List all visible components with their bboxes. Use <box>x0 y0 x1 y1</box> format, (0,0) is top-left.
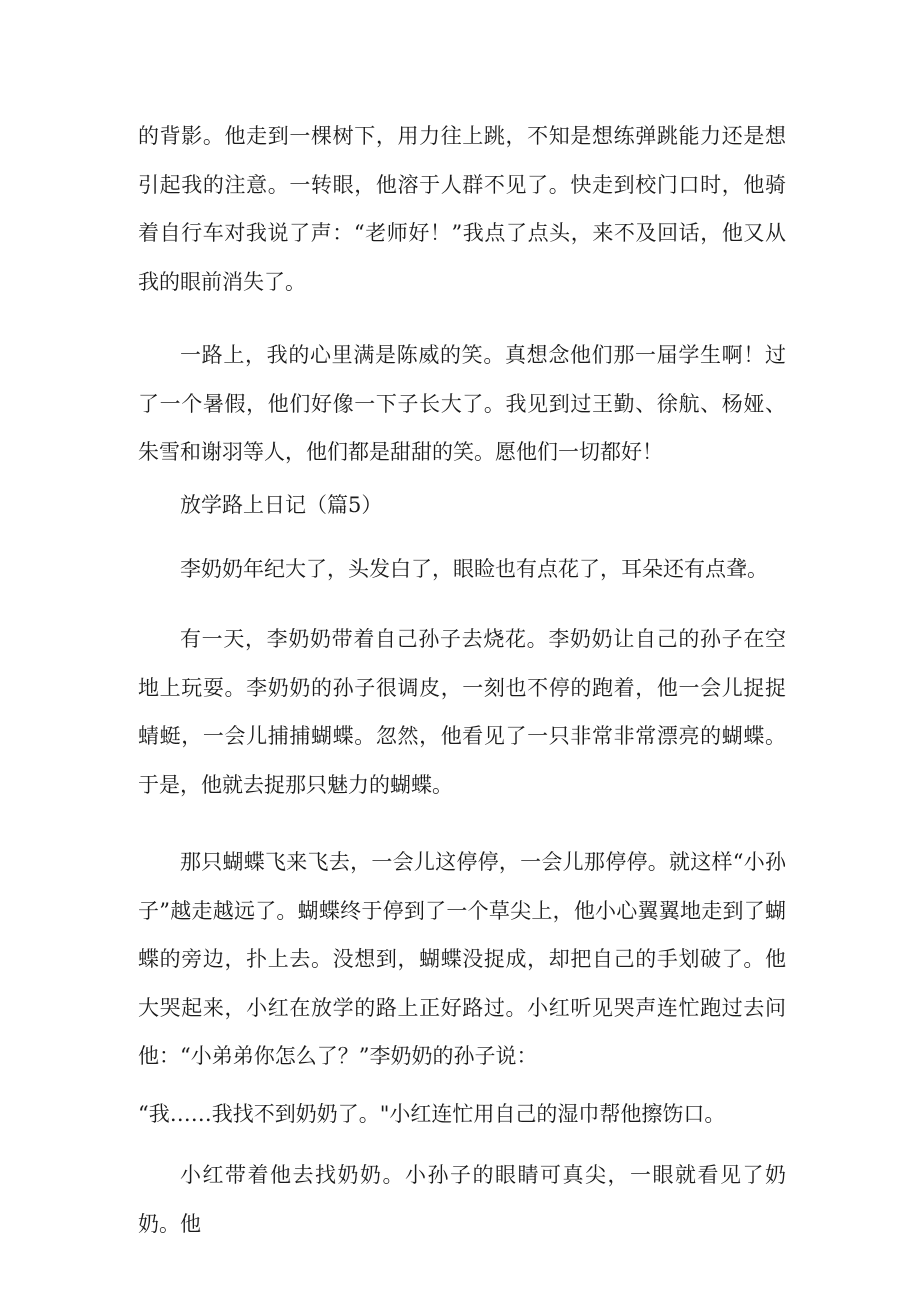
section-heading: 放学路上日记（篇5） <box>180 493 383 517</box>
paragraph-4: 有一天，李奶奶带着自己孙子去烧花。李奶奶让自己的孙子在空地上玩耍。李奶奶的孙子很调皮，一刻也不停的跑着，他一会儿捉捉蜻蜓，一会儿捕捕蝴蝶。忽然，他看见了一只非常非常漂亮的蝴蝶。于是，他就去捉那只魅力的蝴蝶。 <box>138 627 786 797</box>
paragraph-3: 李奶奶年纪大了，头发白了，眼睑也有点花了，耳朵还有点聋。 <box>180 557 768 581</box>
paragraph-6: 小红带着他去找奶奶。小孙子的眼睛可真尖，一眼就看见了奶奶。他 <box>138 1163 786 1236</box>
paragraph-5: 那只蝴蝶飞来飞去，一会儿这停停，一会儿那停停。就这样“小孙子”越走越远了。蝴蝶终于停到了一个草尖上，他小心翼翼地走到了蝴蝶的旁边，扑上去。没想到，蝴蝶没捉成，却把自己的手划破了。他大哭起来，小红在放学的路上正好路过。小红听见哭声连忙跑过去问他：“小弟弟你怎么了？”李奶奶的孙子说： <box>138 850 786 1069</box>
paragraph-1: 的背影。他走到一棵树下，用力往上跳，不知是想练弹跳能力还是想引起我的注意。一转眼，他溶于人群不见了。快走到校门口时，他骑着自行车对我说了声：“老师好！”我点了点头，来不及回话，他又从我的眼前消失了。 <box>138 124 786 294</box>
paragraph-2: 一路上，我的心里满是陈威的笑。真想念他们那一届学生啊！过了一个暑假，他们好像一下子长大了。我见到过王勤、徐航、杨娅、朱雪和谢羽等人，他们都是甜甜的笑。愿他们一切都好！ <box>138 343 786 465</box>
quote-line: “我……我找不到奶奶了。"小红连忙用自己的湿巾帮他擦饬口。 <box>138 1102 726 1126</box>
